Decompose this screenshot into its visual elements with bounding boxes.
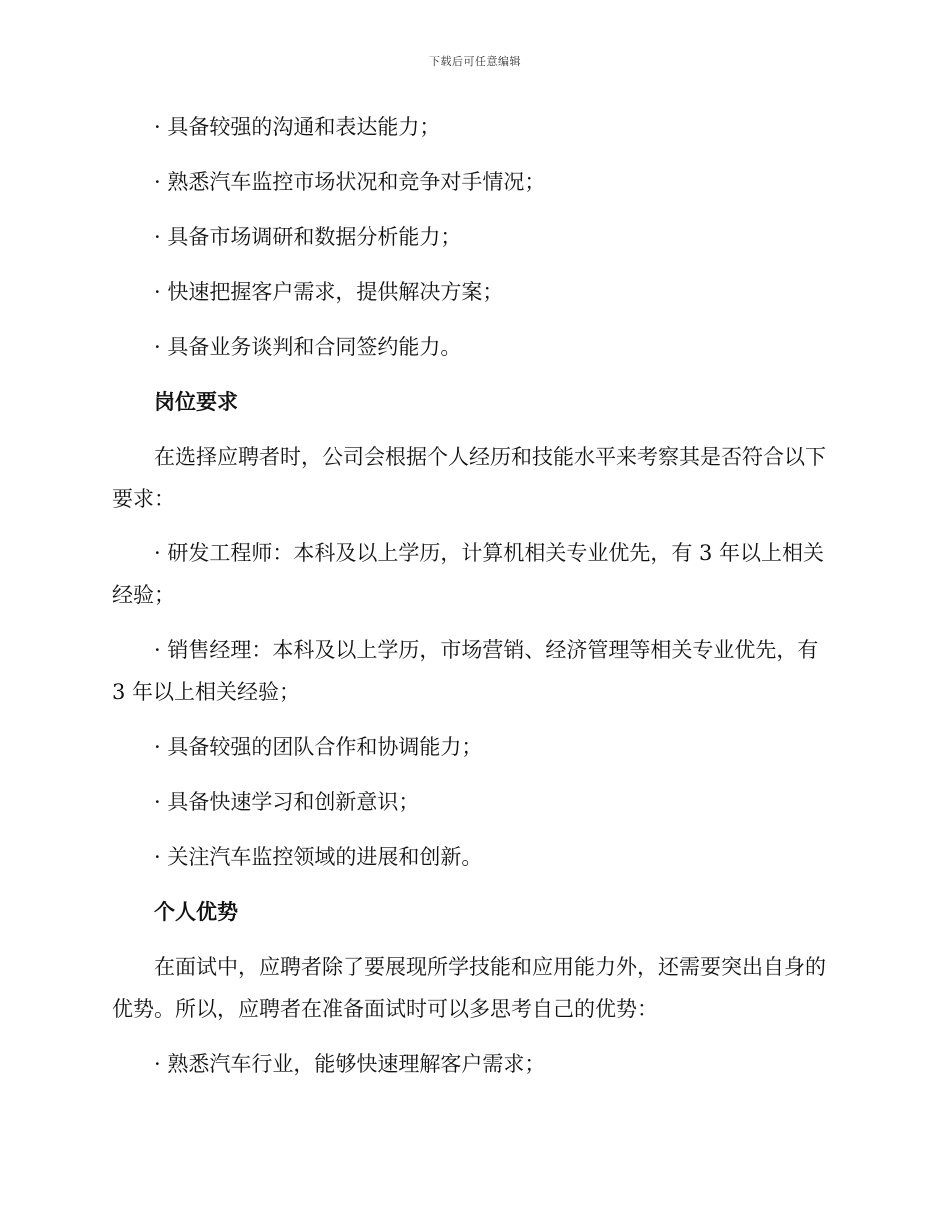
bullet-market-research [112,216,834,258]
bullet-communication-skills [112,106,834,148]
paragraph-text: · 具备市场调研和数据分析能力； [154,225,462,249]
bullet-teamwork [112,726,834,768]
heading-text: 个人优势 [154,899,238,924]
intro-paragraph-strengths [112,946,834,1030]
bullet-sales-manager [112,629,834,713]
bullet-industry-focus [112,836,834,878]
heading-text: 岗位要求 [154,389,238,414]
paragraph-text: · 具备较强的团队合作和协调能力； [154,735,483,759]
page-header: 下载后可任意编辑 [429,55,521,68]
paragraph-text: 在选择应聘者时，公司会根据个人经历和技能水平来考察其是否符合以下要求： [112,445,826,511]
paragraph-text: · 熟悉汽车行业，能够快速理解客户需求； [154,1052,546,1076]
paragraph-text: · 具备业务谈判和合同签约能力。 [154,335,462,359]
section-heading-personal-strengths [112,891,834,933]
paragraph-text: 在面试中，应聘者除了要展现所学技能和应用能力外，还需要突出自身的优势。所以，应聘者在准备面试时可以多思考自己的优势： [112,955,826,1021]
bullet-market-knowledge [112,161,834,203]
bullet-fast-learning [112,781,834,823]
paragraph-text: · 熟悉汽车监控市场状况和竞争对手情况； [154,170,546,194]
paragraph-text: · 具备快速学习和创新意识； [154,790,420,814]
paragraph-text: · 研发工程师：本科及以上学历，计算机相关专业优先，有 3 年以上相关经验； [112,541,825,607]
paragraph-text: · 具备较强的沟通和表达能力； [154,115,441,139]
bullet-auto-industry [112,1043,834,1085]
paragraph-text: · 销售经理：本科及以上学历，市场营销、经济管理等相关专业优先，有 3 年以上相关经验； [112,638,819,704]
intro-paragraph-requirements [112,436,834,520]
section-heading-job-requirements [112,381,834,423]
bullet-customer-needs [112,271,834,313]
bullet-rd-engineer [112,532,834,616]
paragraph-text: · 关注汽车监控领域的进展和创新。 [154,845,483,869]
paragraph-text: · 快速把握客户需求，提供解决方案； [154,280,504,304]
bullet-negotiation [112,326,834,368]
